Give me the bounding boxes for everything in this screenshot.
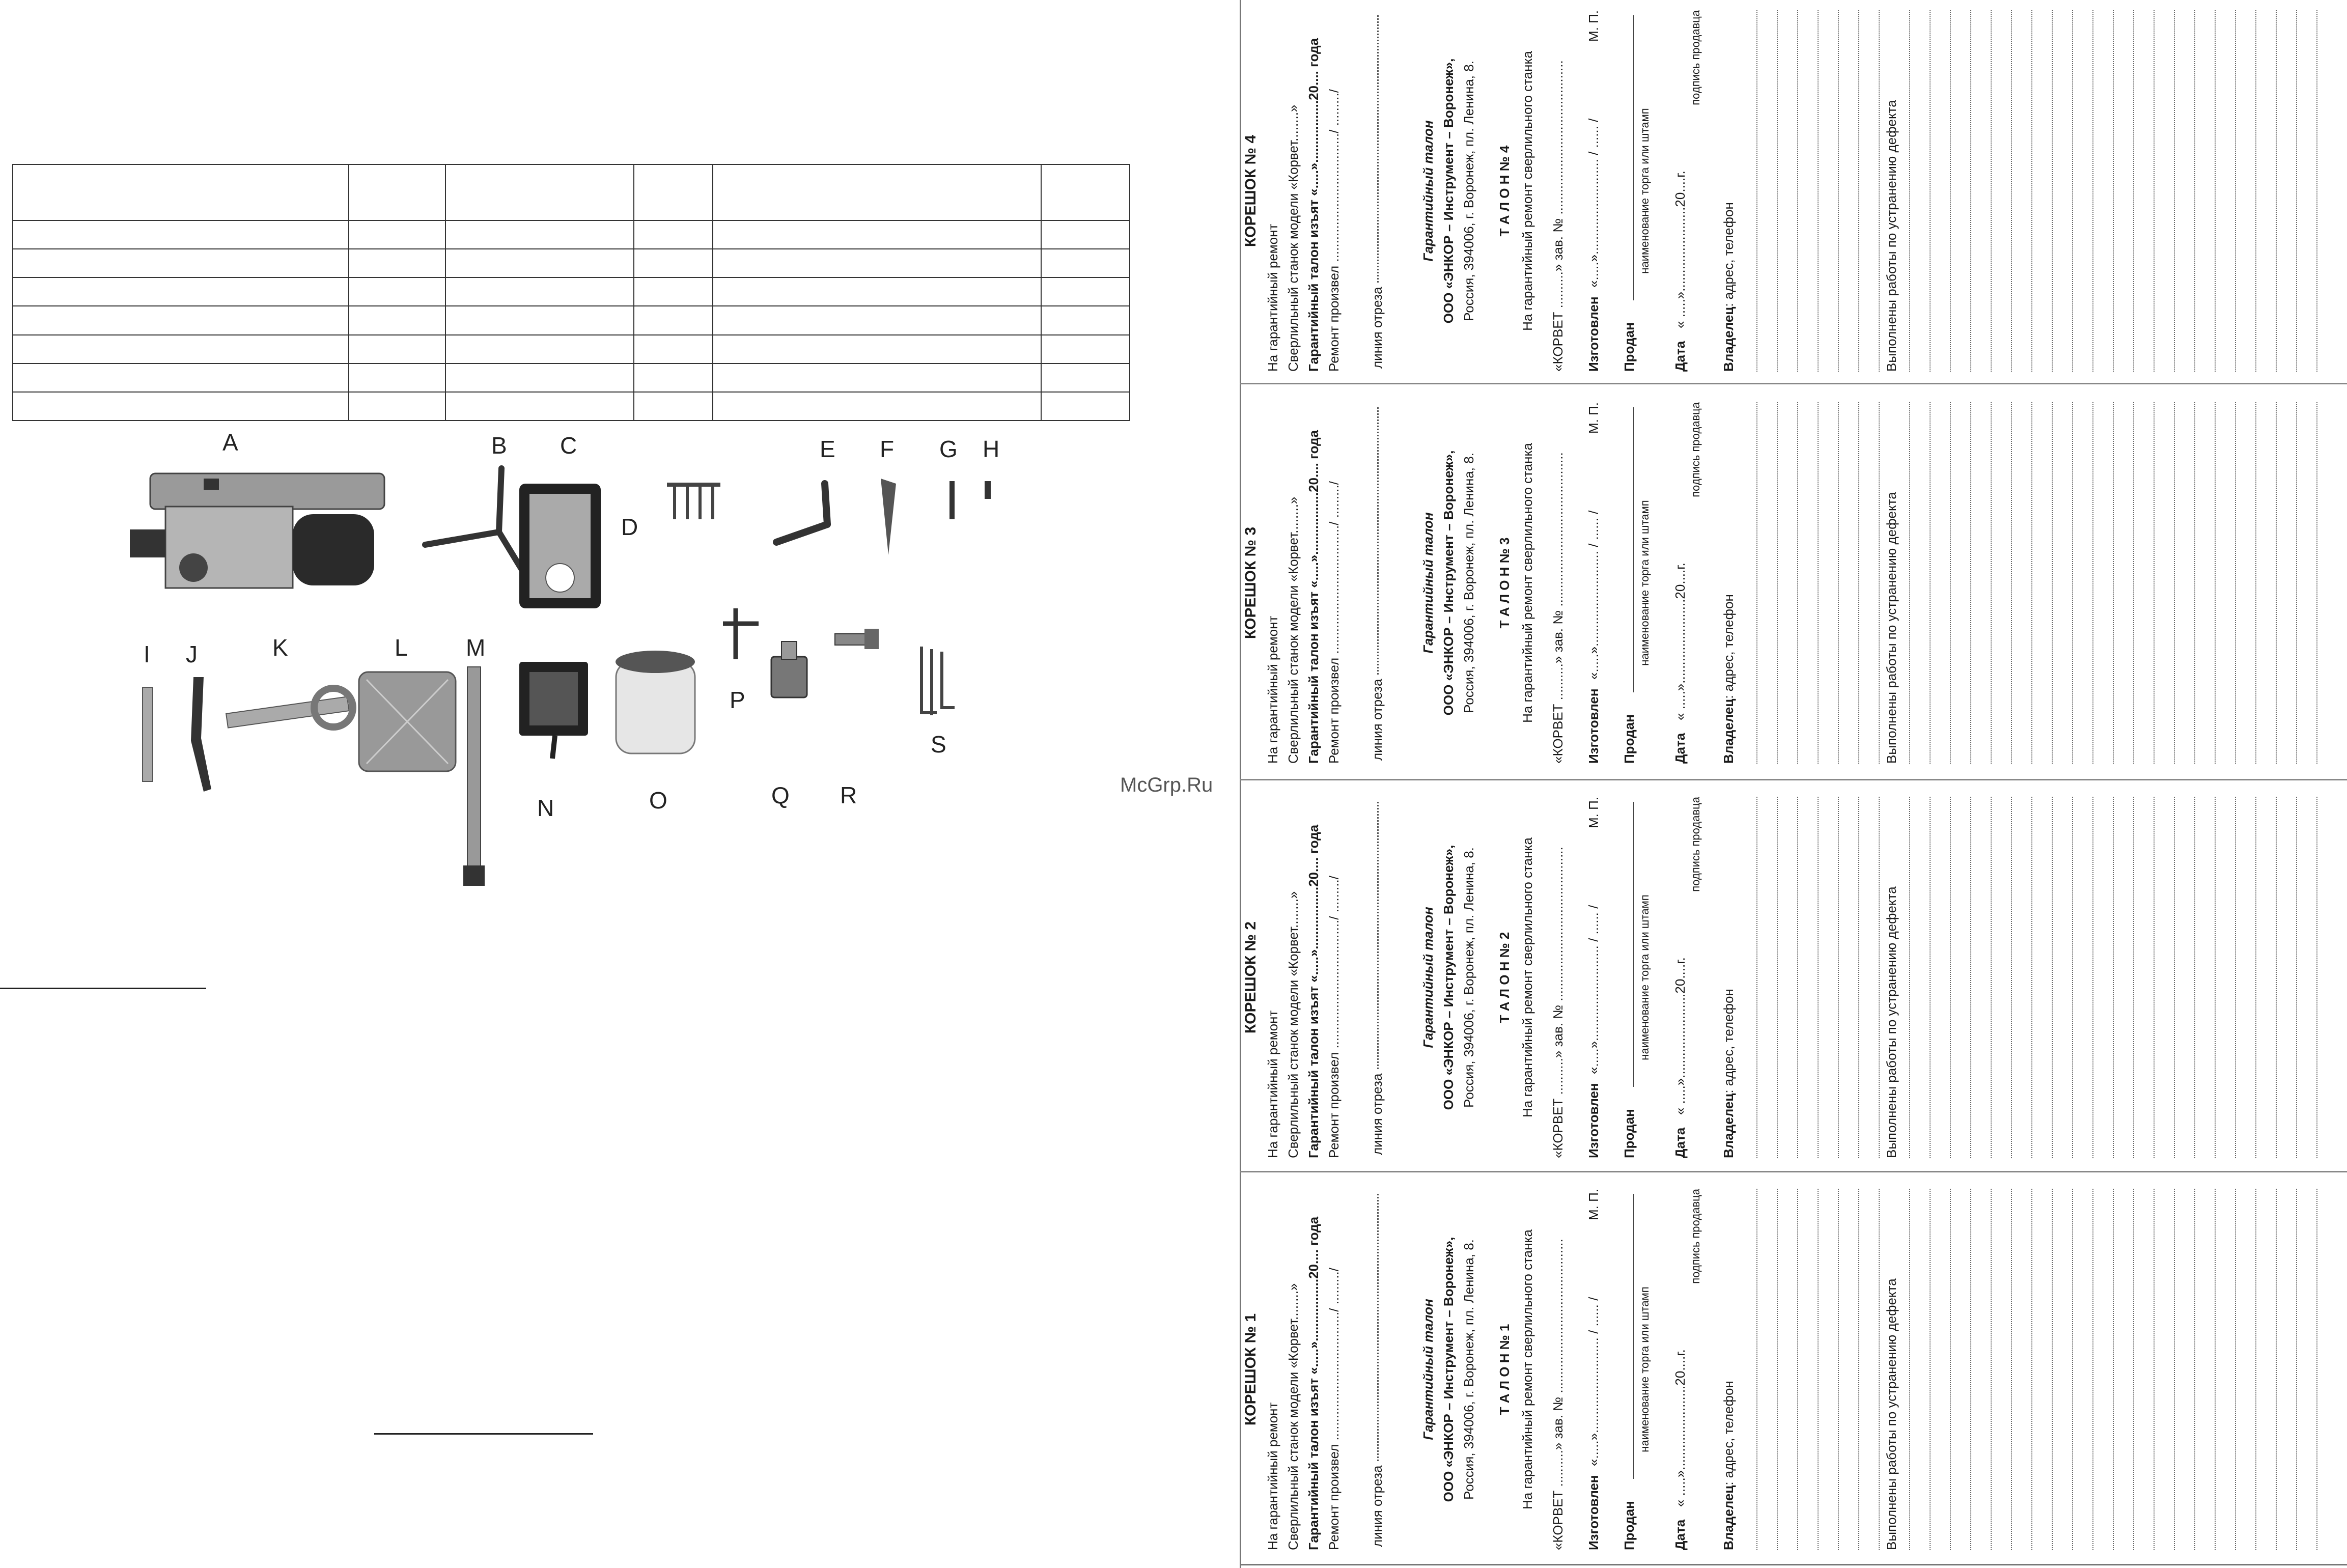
dotted-line: [1838, 1189, 1839, 1550]
dotted-line: [2052, 1189, 2053, 1550]
dotted-line: [1970, 797, 1971, 1158]
card-made-label: Изготовлен: [1586, 688, 1601, 764]
dotted-line: [1930, 402, 1931, 764]
card-date-value: « .....».......................20....г.: [1672, 957, 1688, 1115]
card-for-repair: На гарантийный ремонт сверлильного станка: [1520, 1229, 1535, 1509]
card-made-value: «.....».......................... / ...... /: [1586, 118, 1601, 288]
dotted-line: [2113, 402, 2114, 764]
coupon-line: Гарантийный талон изъят «.....».................20.... года: [1306, 430, 1321, 764]
card-date-value: « .....».......................20....г.: [1672, 171, 1688, 328]
work-table-illustration: [359, 672, 456, 771]
dotted-line: [2154, 402, 2155, 764]
card-made-value: «.....».......................... / ...... /: [1586, 1297, 1601, 1466]
empty-table: [12, 164, 1130, 421]
dotted-line: [1777, 402, 1778, 764]
dotted-line: [2174, 10, 2175, 372]
card-model: «КОРВЕТ ..........» зав. № ..........................................: [1550, 1239, 1566, 1550]
part-label: F: [880, 436, 895, 462]
dotted-line: [1991, 797, 1992, 1158]
card-made-value: «.....».......................... / ...... /: [1586, 510, 1601, 680]
hex-keys-illustration: [921, 647, 955, 715]
dotted-line: [2011, 10, 2012, 372]
card-address: Россия, 394006, г. Воронеж, пл. Ленина, 8.: [1461, 1239, 1476, 1500]
dotted-line: [1756, 402, 1757, 764]
part-label: O: [649, 787, 667, 814]
table-row: [13, 164, 1130, 220]
dotted-line: [1756, 10, 1757, 372]
card-address: Россия, 394006, г. Воронеж, пл. Ленина, 8.: [1461, 847, 1476, 1108]
dotted-line: [1797, 797, 1798, 1158]
dotted-line: [2194, 10, 2195, 372]
sleeve-i-illustration: [143, 687, 153, 781]
table-row: [13, 306, 1130, 334]
table-row: [13, 392, 1130, 421]
card-stamp-place: М. П.: [1586, 1189, 1601, 1221]
card-trade-name: наименование торга или штамп: [1638, 500, 1651, 666]
dotted-line: [2215, 1189, 2216, 1550]
table-row: [13, 363, 1130, 392]
dotted-line: [1879, 1189, 1880, 1550]
dotted-line: [2235, 10, 2236, 372]
dotted-line: [2296, 402, 2297, 764]
card-date-label: Дата: [1672, 1127, 1688, 1158]
dotted-line: [2316, 10, 2317, 372]
dotted-line: [2174, 1189, 2175, 1550]
part-label: E: [820, 436, 835, 462]
dotted-line: [1991, 1189, 1992, 1550]
sold-rule: [1633, 802, 1634, 1087]
part-label: Q: [771, 782, 790, 808]
dotted-line: [2235, 797, 2236, 1158]
card-trade-name: наименование торга или штамп: [1638, 894, 1651, 1060]
dotted-line: [1909, 10, 1910, 372]
sold-rule: [1633, 407, 1634, 692]
bolts-illustration: [667, 485, 720, 519]
dotted-line: [1858, 1189, 1859, 1550]
dotted-line: [2133, 1189, 2134, 1550]
warranty-coupon-stub: [1240, 392, 1415, 774]
dotted-line: [1879, 797, 1880, 1158]
arbor-illustration: [835, 629, 879, 649]
table-row: [13, 277, 1130, 306]
dotted-line: [2072, 402, 2073, 764]
card-seller-sign: подпись продавца: [1689, 402, 1702, 497]
dotted-line: [2194, 402, 2195, 764]
card-caption: Гарантийный талон: [1420, 512, 1436, 654]
part-label: S: [931, 731, 946, 758]
coupon-line: Гарантийный талон изъят «.....».................20.... года: [1306, 1216, 1321, 1550]
card-sold-label: Продан: [1622, 1501, 1637, 1550]
dotted-line: [1756, 1189, 1757, 1550]
dotted-line: [2072, 10, 2073, 372]
dotted-line: [2215, 797, 2216, 1158]
dotted-line: [1858, 797, 1859, 1158]
part-label: A: [222, 429, 238, 456]
dotted-line: [2316, 797, 2317, 1158]
card-title: Т А Л О Н № 4: [1497, 145, 1512, 237]
dotted-line: [1797, 1189, 1798, 1550]
dotted-line: [2194, 1189, 2195, 1550]
dotted-line: [2316, 1189, 2317, 1550]
dotted-line: [2316, 402, 2317, 764]
card-trade-name: наименование торга или штамп: [1638, 1286, 1651, 1452]
dotted-line: [2215, 10, 2216, 372]
card-seller-sign: подпись продавца: [1689, 1189, 1702, 1284]
coupon-line: На гарантийный ремонт: [1265, 223, 1280, 372]
dotted-line: [2031, 10, 2032, 372]
underline-rule: [0, 988, 206, 989]
coupon-line: На гарантийный ремонт: [1265, 615, 1280, 764]
cut-line-label: линия отреза: [1370, 284, 1385, 372]
crank-illustration: [776, 484, 827, 542]
strip-separator: [1240, 383, 2347, 384]
coupon-line: Ремонт произвел .................................../ ........./: [1326, 1268, 1342, 1550]
warranty-card: [1420, 1179, 2347, 1560]
dotted-line: [1838, 797, 1839, 1158]
card-for-repair: На гарантийный ремонт сверлильного станка: [1520, 51, 1535, 331]
table-row: [13, 220, 1130, 249]
warranty-strip: [1240, 1179, 2347, 1560]
dotted-line: [1909, 402, 1910, 764]
card-model: «КОРВЕТ ..........» зав. № ..........................................: [1550, 60, 1566, 372]
dotted-line: [2276, 10, 2277, 372]
dotted-line: [2194, 797, 2195, 1158]
card-caption: Гарантийный талон: [1420, 907, 1436, 1048]
coupon-title: КОРЕШОК № 4: [1242, 134, 1259, 247]
part-label: M: [466, 634, 486, 661]
part-label: G: [939, 436, 958, 462]
drill-head-illustration: [130, 473, 384, 588]
table-arm-illustration: [226, 688, 353, 728]
dotted-line: [1838, 402, 1839, 764]
cut-line-label: линия отреза: [1370, 676, 1385, 764]
dotted-line: [2154, 10, 2155, 372]
card-company: ООО «ЭНКОР – Инструмент – Воронеж»,: [1441, 845, 1456, 1110]
dotted-line: [2092, 10, 2093, 372]
dotted-line: [2031, 1189, 2032, 1550]
dotted-line: [2255, 1189, 2256, 1550]
dotted-line: [1930, 797, 1931, 1158]
dotted-line: [1909, 1189, 1910, 1550]
dotted-line: [1970, 1189, 1971, 1550]
cut-line-label: линия отреза: [1370, 1071, 1385, 1158]
dotted-line: [1950, 10, 1951, 372]
card-made-label: Изготовлен: [1586, 1475, 1601, 1550]
card-owner-rest: : адрес, телефон: [1721, 1381, 1736, 1486]
feed-handle-illustration: [425, 468, 535, 591]
warranty-strip: [1240, 0, 2347, 382]
card-owner: [1721, 594, 1737, 764]
part-label: C: [560, 432, 577, 459]
warranty-coupon-stub: [1240, 787, 1415, 1168]
part-label: P: [730, 687, 745, 713]
dotted-line: [2276, 402, 2277, 764]
part-label: K: [272, 634, 288, 661]
dotted-line: [2296, 1189, 2297, 1550]
dotted-line: [2296, 797, 2297, 1158]
part-label: D: [621, 514, 638, 540]
dotted-line: [1858, 402, 1859, 764]
sold-rule: [1633, 1194, 1634, 1479]
card-title: Т А Л О Н № 1: [1497, 1324, 1512, 1415]
dotted-line: [2255, 402, 2256, 764]
warranty-card: [1420, 787, 2347, 1168]
warranty-card: [1420, 392, 2347, 774]
coupon-line: Ремонт произвел .................................../ ........./: [1326, 89, 1342, 372]
dotted-line: [2276, 1189, 2277, 1550]
dotted-line: [2011, 402, 2012, 764]
dotted-line: [2011, 1189, 2012, 1550]
table-row: [13, 335, 1130, 363]
coupon-line: Гарантийный талон изъят «.....».................20.... года: [1306, 38, 1321, 372]
card-date-label: Дата: [1672, 341, 1688, 372]
card-work-done: Выполнены работы по устранению дефекта: [1884, 100, 1899, 372]
dotted-line: [2113, 10, 2114, 372]
dotted-line: [2011, 797, 2012, 1158]
underline-rule: [374, 1433, 593, 1435]
chuck-key-illustration: [723, 608, 759, 659]
card-date-label: Дата: [1672, 1519, 1688, 1550]
dotted-line: [1818, 797, 1819, 1158]
dotted-line: [1930, 10, 1931, 372]
coupon-line: Сверлильный станок модели «Корвет........»: [1286, 496, 1301, 764]
card-sold-label: Продан: [1622, 322, 1637, 372]
card-for-repair: На гарантийный ремонт сверлильного станка: [1520, 837, 1535, 1117]
card-seller-sign: подпись продавца: [1689, 797, 1702, 892]
dotted-line: [2235, 402, 2236, 764]
coupon-title: КОРЕШОК № 3: [1242, 526, 1259, 639]
dotted-line: [2113, 797, 2114, 1158]
warranty-frame-bottom: [1240, 1564, 2347, 1565]
dotted-line: [2092, 1189, 2093, 1550]
dotted-line: [1950, 1189, 1951, 1550]
dotted-line: [2052, 402, 2053, 764]
dotted-line: [1879, 10, 1880, 372]
dotted-line: [2255, 10, 2256, 372]
card-date-label: Дата: [1672, 733, 1688, 764]
coupon-line: На гарантийный ремонт: [1265, 1010, 1280, 1158]
part-label: L: [395, 634, 408, 661]
dotted-line: [2154, 1189, 2155, 1550]
card-stamp-place: М. П.: [1586, 10, 1601, 42]
warranty-card: [1420, 0, 2347, 382]
card-address: Россия, 394006, г. Воронеж, пл. Ленина, 8.: [1461, 61, 1476, 321]
dotted-line: [2052, 10, 2053, 372]
dotted-line: [1970, 10, 1971, 372]
dotted-line: [1777, 10, 1778, 372]
dotted-line: [2031, 402, 2032, 764]
coupon-line: На гарантийный ремонт: [1265, 1402, 1280, 1550]
dotted-line: [1950, 797, 1951, 1158]
card-sold-label: Продан: [1622, 1109, 1637, 1158]
dotted-line: [1777, 1189, 1778, 1550]
parts-illustration: [127, 423, 1044, 906]
card-owner-label: Владелец: [1721, 306, 1736, 372]
dotted-line: [2113, 1189, 2114, 1550]
dotted-line: [2296, 10, 2297, 372]
part-label: I: [144, 641, 150, 667]
card-title: Т А Л О Н № 2: [1497, 932, 1512, 1023]
dotted-line: [1818, 10, 1819, 372]
card-owner: [1721, 202, 1737, 372]
card-seller-sign: подпись продавца: [1689, 10, 1702, 105]
part-label: B: [491, 432, 507, 459]
table-row: [13, 249, 1130, 277]
chuck-guard-illustration: [616, 651, 695, 753]
card-owner-rest: : адрес, телефон: [1721, 202, 1736, 307]
card-caption: Гарантийный талон: [1420, 120, 1436, 262]
card-sold-label: Продан: [1622, 714, 1637, 764]
dotted-line: [2154, 797, 2155, 1158]
dotted-line: [1950, 402, 1951, 764]
part-label: J: [186, 641, 198, 667]
card-trade-name: наименование торга или штамп: [1638, 108, 1651, 274]
coupon-line: Гарантийный талон изъят «.....».................20.... года: [1306, 824, 1321, 1158]
cut-line-label: линия отреза: [1370, 1463, 1385, 1550]
card-date-value: « .....».......................20....г.: [1672, 563, 1688, 720]
dotted-line: [2092, 797, 2093, 1158]
card-owner-rest: : адрес, телефон: [1721, 594, 1736, 699]
card-made-label: Изготовлен: [1586, 296, 1601, 372]
part-label: R: [840, 782, 857, 808]
dotted-line: [2052, 797, 2053, 1158]
dotted-line: [2255, 797, 2256, 1158]
coupon-line: Сверлильный станок модели «Корвет........»: [1286, 1283, 1301, 1550]
coupon-line: Ремонт произвел .................................../ ........./: [1326, 481, 1342, 764]
dotted-line: [1879, 402, 1880, 764]
dotted-line: [2072, 1189, 2073, 1550]
card-made-value: «.....».......................... / ...... /: [1586, 905, 1601, 1074]
card-company: ООО «ЭНКОР – Инструмент – Воронеж»,: [1441, 58, 1456, 324]
card-stamp-place: М. П.: [1586, 797, 1601, 829]
dotted-line: [1991, 402, 1992, 764]
sold-rule: [1633, 15, 1634, 300]
dotted-line: [1909, 797, 1910, 1158]
card-made-label: Изготовлен: [1586, 1083, 1601, 1158]
card-model: «КОРВЕТ ..........» зав. № ..........................................: [1550, 847, 1566, 1158]
coupon-line: Сверлильный станок модели «Корвет........»: [1286, 891, 1301, 1158]
part-label: H: [983, 436, 1000, 462]
wedge-illustration: [881, 479, 896, 555]
dotted-line: [2215, 402, 2216, 764]
dotted-line: [2174, 797, 2175, 1158]
dotted-line: [1756, 797, 1757, 1158]
card-owner: [1721, 1381, 1737, 1550]
dotted-line: [1818, 1189, 1819, 1550]
dotted-line: [1930, 1189, 1931, 1550]
column-illustration: [463, 667, 485, 886]
warranty-coupon-stub: [1240, 0, 1415, 382]
dotted-line: [1970, 402, 1971, 764]
dotted-line: [1797, 402, 1798, 764]
dotted-line: [2133, 10, 2134, 372]
card-for-repair: На гарантийный ремонт сверлильного станка: [1520, 443, 1535, 723]
drill-chuck-illustration: [771, 641, 807, 697]
dotted-line: [2031, 797, 2032, 1158]
card-date-value: « .....».......................20....г.: [1672, 1349, 1688, 1507]
switch-box-illustration: [519, 662, 588, 759]
card-owner-label: Владелец: [1721, 1093, 1736, 1158]
card-owner-label: Владелец: [1721, 1485, 1736, 1550]
watermark: McGrp.Ru: [1120, 774, 1213, 796]
dotted-line: [2276, 797, 2277, 1158]
warranty-strip: [1240, 392, 2347, 774]
dotted-line: [1818, 402, 1819, 764]
dotted-line: [2174, 402, 2175, 764]
dotted-line: [2133, 402, 2134, 764]
part-label: N: [537, 795, 554, 821]
card-company: ООО «ЭНКОР – Инструмент – Воронеж»,: [1441, 450, 1456, 716]
dotted-line: [2092, 402, 2093, 764]
dotted-line: [1838, 10, 1839, 372]
dotted-line: [2235, 1189, 2236, 1550]
strip-separator: [1240, 779, 2347, 780]
warranty-strip: [1240, 787, 2347, 1168]
strip-separator: [1240, 1171, 2347, 1172]
dotted-line: [2072, 797, 2073, 1158]
coupon-line: Ремонт произвел .................................../ ........./: [1326, 876, 1342, 1158]
card-address: Россия, 394006, г. Воронеж, пл. Ленина, 8.: [1461, 453, 1476, 713]
card-caption: Гарантийный талон: [1420, 1299, 1436, 1440]
key-j-illustration: [191, 677, 211, 792]
card-stamp-place: М. П.: [1586, 402, 1601, 434]
card-owner: [1721, 989, 1737, 1158]
dotted-line: [2133, 797, 2134, 1158]
card-work-done: Выполнены работы по устранению дефекта: [1884, 886, 1899, 1158]
card-work-done: Выполнены работы по устранению дефекта: [1884, 492, 1899, 764]
dotted-line: [1797, 10, 1798, 372]
dotted-line: [1858, 10, 1859, 372]
card-model: «КОРВЕТ ..........» зав. № ..........................................: [1550, 452, 1566, 764]
warranty-coupon-stub: [1240, 1179, 1415, 1560]
coupon-line: Сверлильный станок модели «Корвет........»: [1286, 104, 1301, 372]
dotted-line: [1777, 797, 1778, 1158]
card-company: ООО «ЭНКОР – Инструмент – Воронеж»,: [1441, 1237, 1456, 1502]
coupon-title: КОРЕШОК № 1: [1242, 1313, 1259, 1426]
card-owner-label: Владелец: [1721, 698, 1736, 764]
dotted-line: [1991, 10, 1992, 372]
card-owner-rest: : адрес, телефон: [1721, 989, 1736, 1094]
card-title: Т А Л О Н № 3: [1497, 537, 1512, 629]
coupon-title: КОРЕШОК № 2: [1242, 921, 1259, 1034]
base-plate-illustration: [519, 484, 601, 608]
card-work-done: Выполнены работы по устранению дефекта: [1884, 1278, 1899, 1550]
